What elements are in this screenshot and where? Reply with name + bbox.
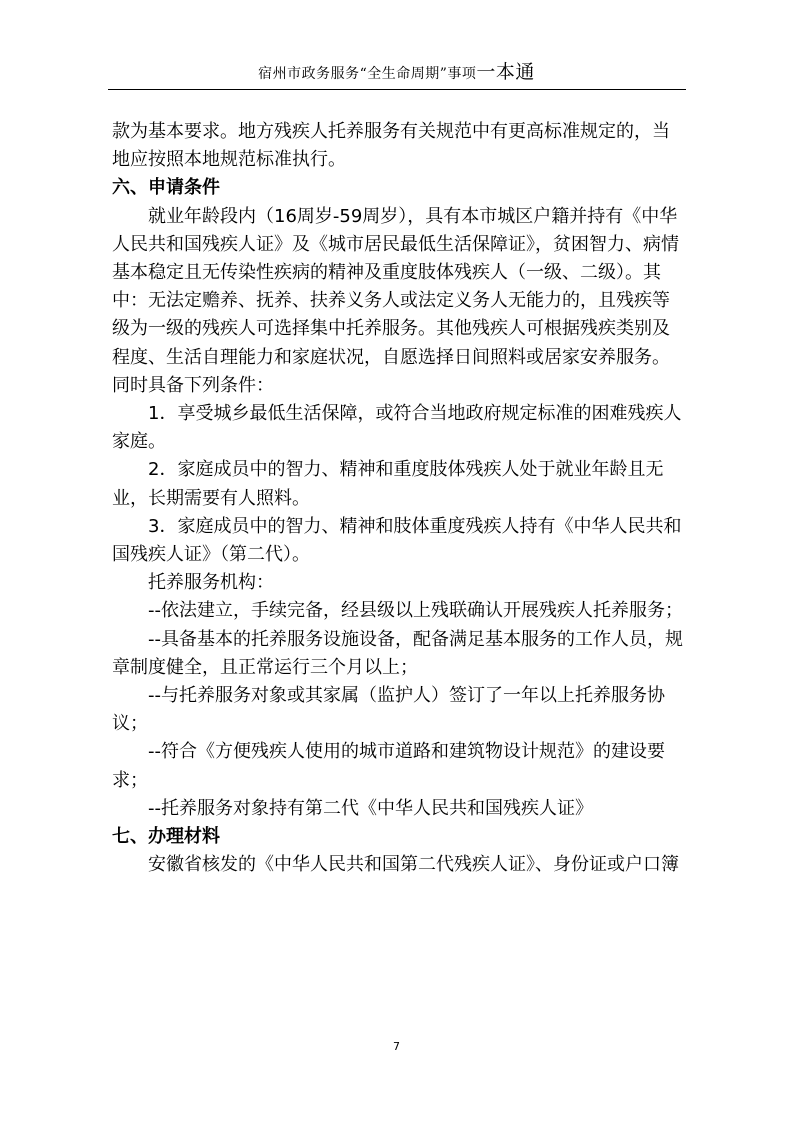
section-heading-6: 六、申请条件 [112, 177, 220, 199]
institution-item-2: --具备基本的托养服务设施设备，配备满足基本服务的工作人员，规章制度健全，且正常运行三个月以上； [112, 628, 683, 678]
condition-item-1: 1．享受城乡最低生活保障，或符合当地政府规定标准的困难残疾人家庭。 [112, 403, 682, 453]
continued-paragraph: 款为基本要求。地方残疾人托养服务有关规范中有更高标准规定的，当地应按照本地规范标准执行。 [112, 121, 670, 171]
eligibility-paragraph: 就业年龄段内（16周岁-59周岁），具有本市城区户籍并持有《中华人民共和国残疾人证》及《城市居民最低生活保障证》，贫困智力、病情基本稳定且无传染性疾病的精神及重度肢体残疾人（一级、二级）。其中：无法定赡养、抚养、扶养义务人或法定义务人无能力的，且残疾等级为一级的残疾人可选择集中托养服务。其他残疾人可根据残疾类别及程度、生活自理能力和家庭状况，自愿选择日间照料或居家安养服务。同时具备下列条件： [112, 205, 679, 396]
running-header [0, 62, 793, 84]
condition-item-2: 2．家庭成员中的智力、精神和重度肢体残疾人处于就业年龄且无业，长期需要有人照料。 [112, 459, 664, 509]
condition-item-3: 3．家庭成员中的智力、精神和肢体重度残疾人持有《中华人民共和国残疾人证》（第二代）。 [112, 515, 682, 566]
section-heading-7: 七、办理材料 [112, 826, 220, 848]
institution-label: 托养服务机构： [148, 572, 274, 594]
institution-item-3: --与托养服务对象或其家属（监护人）签订了一年以上托养服务协议； [112, 685, 665, 735]
materials-paragraph: 安徽省核发的《中华人民共和国第二代残疾人证》、身份证或户口簿 [148, 854, 679, 876]
institution-item-1: --依法建立，手续完备，经县级以上残联确认开展残疾人托养服务； [148, 600, 683, 622]
header-title: 宿州市政务服务“全生命周期”事项 [258, 66, 477, 82]
institution-item-5: --托养服务对象持有第二代《中华人民共和国残疾人证》 [148, 797, 593, 819]
document-body [112, 118, 687, 879]
header-title-suffix: 一本通 [476, 61, 535, 83]
institution-item-4: --符合《方便残疾人使用的城市道路和建筑物设计规范》的建设要求； [112, 741, 665, 791]
header-rule [108, 89, 686, 90]
page-number: 7 [393, 1040, 400, 1053]
